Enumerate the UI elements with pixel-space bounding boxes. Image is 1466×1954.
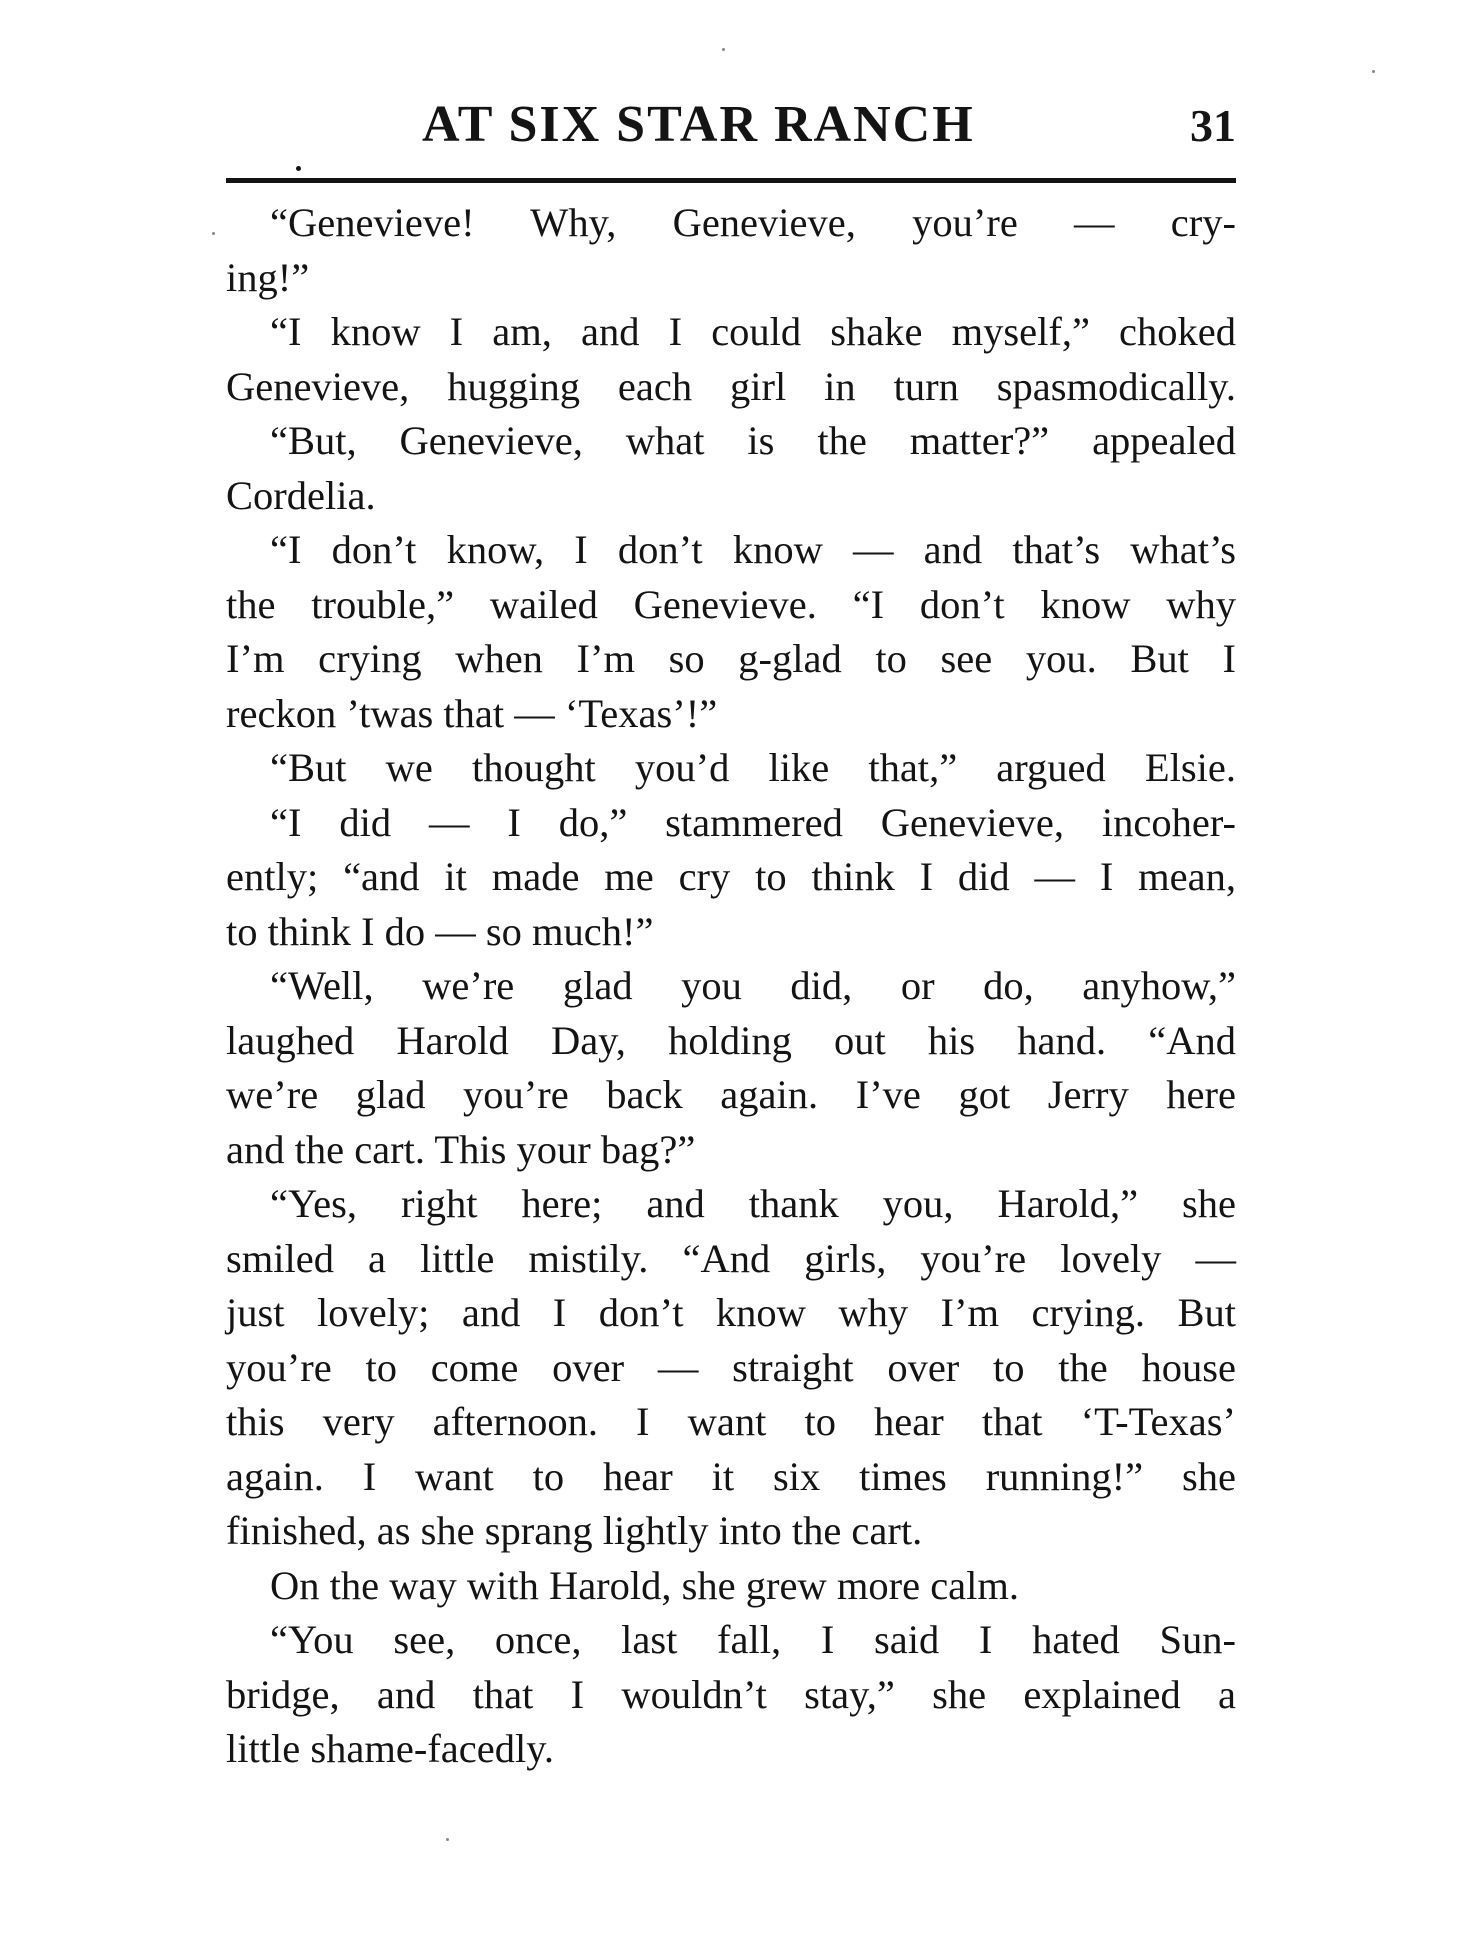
text-line: “But, Genevieve, what is the matter?” appealed: [270, 418, 1236, 463]
text-line: the trouble,” wailed Genevieve. “I don’t know why: [226, 581, 1236, 627]
text-line: “But we thought you’d like that,” argued Elsie.: [270, 745, 1236, 790]
body-text: [226, 196, 1236, 1777]
text-line: ently; “and it made me cry to think I did — I mean,: [226, 854, 1236, 899]
text-line: again. I want to hear it six times running!” she: [226, 1453, 1236, 1499]
text-line: little shame-facedly.: [226, 1726, 554, 1771]
speck: [1372, 70, 1375, 73]
text-line: and the cart. This your bag?”: [226, 1126, 696, 1172]
rule-speck: [296, 166, 301, 171]
text-line: Cordelia.: [226, 472, 376, 518]
speck: [212, 232, 215, 235]
header-rule: [226, 178, 1236, 183]
text-line: we’re glad you’re back again. I’ve got Jerry here: [226, 1072, 1236, 1117]
text-line: “I did — I do,” stammered Genevieve, incoher-: [270, 799, 1236, 845]
text-line: finished, as she sprang lightly into the cart.: [226, 1508, 923, 1553]
text-line: laughed Harold Day, holding out his hand. “And: [226, 1017, 1236, 1063]
text-line: “Well, we’re glad you did, or do, anyhow,”: [270, 963, 1236, 1008]
page-header: [226, 95, 1236, 175]
text-line: “I know I am, and I could shake myself,” choked: [270, 309, 1236, 354]
text-line: just lovely; and I don’t know why I’m crying. But: [226, 1290, 1236, 1335]
running-title: AT SIX STAR RANCH: [422, 96, 975, 153]
text-line: “I don’t know, I don’t know — and that’s what’s: [270, 527, 1236, 572]
text-line: smiled a little mistily. “And girls, you’re lovely —: [226, 1235, 1236, 1281]
text-line: reckon ’twas that — ‘Texas’!”: [226, 690, 718, 736]
speck: [446, 1838, 449, 1841]
text-line: I’m crying when I’m so g-glad to see you. But I: [226, 636, 1236, 681]
text-line: bridge, and that I wouldn’t stay,” she explained a: [226, 1671, 1236, 1717]
text-line: you’re to come over — straight over to the house: [226, 1344, 1236, 1390]
text-line: to think I do — so much!”: [226, 908, 654, 954]
text-line: ing!”: [226, 254, 310, 300]
text-line: “Yes, right here; and thank you, Harold,” she: [270, 1181, 1236, 1226]
text-line: “Genevieve! Why, Genevieve, you’re — cry-: [270, 200, 1236, 245]
page-number: 31: [1190, 100, 1236, 151]
speck: [722, 48, 725, 51]
text-line: On the way with Harold, she grew more calm.: [270, 1562, 1020, 1608]
text-line: “You see, once, last fall, I said I hated Sun-: [270, 1617, 1236, 1662]
text-line: this very afternoon. I want to hear that ‘T-Texas’: [226, 1399, 1236, 1444]
text-line: Genevieve, hugging each girl in turn spasmodically.: [226, 363, 1236, 409]
